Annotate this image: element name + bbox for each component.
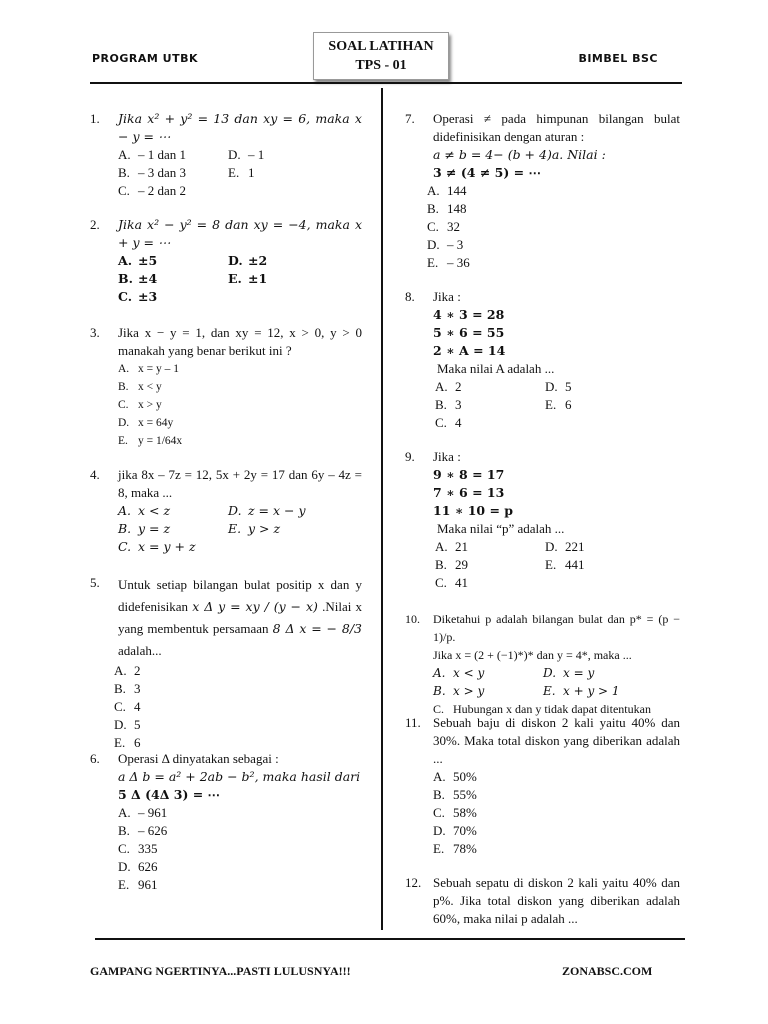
question-stem: Jika :: [433, 289, 461, 304]
option-c: C. x = y + z: [118, 539, 196, 554]
question-number: 5.: [90, 575, 100, 590]
question-number: 3.: [90, 325, 100, 340]
option-a: A. – 961: [118, 805, 168, 820]
footer-divider: [95, 938, 685, 940]
equation-line: 9 ∗ 8 = 17: [433, 467, 505, 482]
question-stem: Jika x² − y² = 8 dan xy = −4, maka x + y = ⋯: [118, 217, 362, 250]
header-program-label: PROGRAM UTBK: [92, 52, 199, 65]
header-divider: [90, 82, 682, 84]
option-d: D. x = y: [543, 666, 595, 680]
option-e: E. ±1: [228, 271, 268, 286]
option-c: C. 4: [435, 415, 462, 430]
option-d: D. 70%: [433, 823, 477, 838]
option-d: D. 5: [545, 379, 572, 394]
option-a: A. x < y: [433, 666, 485, 680]
option-d: D. 221: [545, 539, 585, 554]
options-grid: [118, 502, 362, 556]
question-12: [405, 874, 680, 928]
option-e: E. 78%: [433, 841, 477, 856]
question-9: [405, 448, 680, 592]
option-e: E. x + y > 1: [543, 684, 620, 698]
question-number: 11.: [405, 715, 421, 730]
option-c: C. 335: [118, 841, 158, 856]
question-10: [405, 610, 680, 718]
question-number: 9.: [405, 449, 415, 464]
option-d: D. ±2: [228, 253, 268, 268]
question-expression: 3 ≠ (4 ≠ 5) = ⋯: [433, 165, 541, 180]
option-e: E. – 36: [427, 255, 470, 270]
option-b: B. 148: [427, 201, 467, 216]
question-7: [405, 110, 680, 272]
question-number: 8.: [405, 289, 415, 304]
equation-line: 4 ∗ 3 = 28: [433, 307, 505, 322]
equation-line: 7 ∗ 6 = 13: [433, 485, 505, 500]
option-d: D. x = 64y: [118, 417, 174, 429]
option-a: A. 2: [435, 379, 462, 394]
option-d: D. 5: [114, 717, 141, 732]
option-d: D. – 1: [228, 147, 265, 162]
option-a: A. x < z: [118, 503, 171, 518]
option-e: E. y = 1/64x: [118, 435, 183, 447]
option-b: B. – 626: [118, 823, 168, 838]
question-stem: Operasi Δ dinyatakan sebagai :: [118, 751, 279, 766]
question-6: [90, 750, 362, 894]
option-a: A. ±5: [118, 253, 158, 268]
options-grid: [433, 664, 680, 700]
equation-line: 2 ∗ A = 14: [433, 343, 506, 358]
option-a: A. 2: [114, 663, 141, 678]
question-condition: Jika x = (2 + (−1)*)* dan y = 4*, maka ...: [433, 648, 632, 662]
option-a: A. 144: [427, 183, 467, 198]
question-stem: Operasi ≠ pada himpunan bilangan bulat didefinisikan dengan aturan :: [433, 111, 680, 144]
title-line-1: SOAL LATIHAN: [328, 39, 434, 54]
option-e: E. y > z: [228, 521, 281, 536]
equation-line: 11 ∗ 10 = p: [433, 503, 514, 518]
option-b: B. 3: [435, 397, 462, 412]
option-b: B. ±4: [118, 271, 158, 286]
question-ask: Maka nilai “p” adalah ...: [437, 521, 565, 536]
question-stem-expression: 5 Δ (4Δ 3) = ⋯: [118, 787, 221, 802]
option-c: C. x > y: [118, 399, 162, 411]
option-b: B. y = z: [118, 521, 171, 536]
question-number: 6.: [90, 751, 100, 766]
header-bimbel-label: BIMBEL BSC: [578, 52, 658, 65]
option-a: A. – 1 dan 1: [118, 147, 187, 162]
question-4: [90, 466, 362, 556]
option-b: B. x < y: [118, 381, 162, 393]
question-2: [90, 216, 362, 306]
option-e: E. 1: [228, 165, 255, 180]
option-c: C. 4: [114, 699, 141, 714]
options-grid: [118, 146, 362, 200]
title-line-2: TPS - 01: [355, 58, 407, 73]
option-c: C. – 2 dan 2: [118, 183, 187, 198]
question-number: 12.: [405, 875, 422, 890]
footer-slogan: GAMPANG NGERTINYA...PASTI LULUSNYA!!!: [90, 964, 351, 978]
question-number: 1.: [90, 111, 100, 126]
option-b: B. 29: [435, 557, 468, 572]
question-rule: a ≠ b = 4− (b + 4)a. Nilai :: [433, 147, 606, 162]
option-e: E. 6: [545, 397, 572, 412]
question-number: 2.: [90, 217, 100, 232]
options-list: [118, 804, 362, 894]
question-stem-formula: a Δ b = a² + 2ab − b², maka hasil dari: [118, 769, 361, 784]
options-list: [427, 182, 680, 272]
option-e: E. 6: [114, 735, 141, 750]
question-number: 4.: [90, 467, 100, 482]
question-stem: Jika :: [433, 449, 461, 464]
option-d: D. – 3: [427, 237, 464, 252]
question-stem: Diketahui p adalah bilangan bulat dan p* = (p − 1)/p.: [433, 612, 680, 644]
option-b: B. 55%: [433, 787, 477, 802]
option-d: D. 626: [118, 859, 158, 874]
question-number: 10.: [405, 612, 420, 626]
options-grid: [435, 378, 680, 432]
options-list: [118, 360, 362, 450]
equation-line: 5 ∗ 6 = 55: [433, 325, 505, 340]
question-ask: Maka nilai A adalah ...: [437, 361, 555, 376]
question-5: [90, 574, 362, 752]
option-c: C. 58%: [433, 805, 477, 820]
question-stem: Sebuah sepatu di diskon 2 kali yaitu 40% dan p%. Jika total diskon yang diberikan adalah 60%, maka nilai p adalah ...: [433, 875, 680, 926]
option-b: B. – 3 dan 3: [118, 165, 187, 180]
footer-website: ZONABSC.COM: [562, 964, 653, 978]
question-stem: Sebuah baju di diskon 2 kali yaitu 40% dan 30%. Maka total diskon yang diberikan adalah ...: [433, 715, 680, 766]
question-1: [90, 110, 362, 200]
question-stem: Jika x² + y² = 13 dan xy = 6, maka x − y = ⋯: [118, 111, 362, 144]
question-stem: jika 8x – 7z = 12, 5x + 2y = 17 dan 6y – 4z = 8, maka ...: [118, 467, 362, 500]
option-d: D. z = x − y: [228, 503, 306, 518]
option-c: C. Hubungan x dan y tidak dapat ditentukan: [433, 702, 651, 716]
option-a: A. 50%: [433, 769, 477, 784]
option-c: C. 32: [427, 219, 460, 234]
question-3: [90, 324, 362, 450]
question-11: [405, 714, 680, 858]
column-divider: [381, 88, 383, 930]
option-c: C. ±3: [118, 289, 158, 304]
option-c: C. 41: [435, 575, 468, 590]
title-box: [313, 32, 449, 80]
question-stem: Untuk setiap bilangan bulat positip x dan y didefenisikan x Δ y = xy / (y − x) .Nilai x yang membentuk persamaan 8 Δ x = − 8/3 adalah...: [118, 577, 363, 658]
option-b: B. x > y: [433, 684, 485, 698]
option-a: A. x = y – 1: [118, 363, 179, 375]
options-list: [114, 662, 362, 752]
options-grid: [118, 252, 362, 306]
question-stem: Jika x − y = 1, dan xy = 12, x > 0, y > 0 manakah yang benar berikut ini ?: [118, 325, 362, 358]
option-e: E. 961: [118, 877, 158, 892]
question-8: [405, 288, 680, 432]
option-b: B. 3: [114, 681, 141, 696]
question-number: 7.: [405, 111, 415, 126]
options-list: [433, 768, 680, 858]
option-e: E. 441: [545, 557, 585, 572]
options-grid: [435, 538, 680, 592]
option-a: A. 21: [435, 539, 468, 554]
